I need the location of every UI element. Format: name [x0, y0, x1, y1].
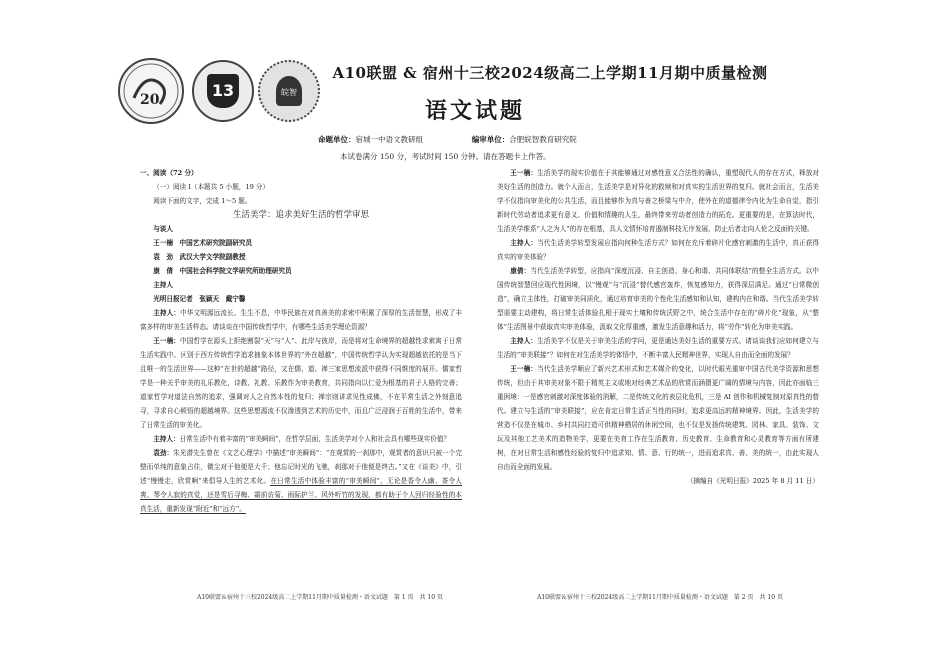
paragraph [497, 334, 819, 362]
paragraph-text: 当代生活美学顺应了新兴艺术形式和艺术媒介的变化，以时代眼光重审中国古代美学资源和思想传统，但由于其审美对象不限于精英主义或地对经典艺术品的欣赏而涵摄更广阔的情境与内容，因此亦面临三重困境：一是感官刺激对深度体验的消解，二是传统文化的表层化危机，三是 AI 创作和机械复制对原真性的替代。建立与生活的“审美联接”，应在肯定日常生活正当性的同时，追求更高远的精神境界。因此，生活美学的营造不仅是在城市、乡村共同打造可供精神栖居的休闲空间，也不仅是发扬传统建筑、园林、家具、装饰、文玩及其他工艺美术的造物美学，更要在美育工作在生活教育、历史教育、生命教育和心灵教育等方面有所建树，在对日常生活和感性经验的复归中追求知、情、意、行的统一，进而追求真、善、美的统一，由此实现人自由而全面的发展。 [497, 365, 820, 471]
speaker: 康倩： [510, 267, 531, 275]
host-label: 主持人 [153, 281, 173, 289]
paragraph [140, 334, 462, 432]
author-label: 命题单位： [318, 135, 356, 144]
school-13-text: 13 [211, 81, 235, 100]
paragraph [140, 446, 462, 516]
paragraph [497, 264, 819, 334]
right-column [497, 166, 819, 488]
participant-1: 王一楠 中国艺术研究院副研究员 [153, 239, 253, 247]
paragraph-text: 中华文明源远流长、生生不息，中华民族在对真善美的求索中积累了深厚的生活智慧，形成了丰富多样的审美生活样态。请谈谈在中国传统哲学中，有哪些生活美学理论资源？ [140, 309, 463, 331]
participant-3: 康 倩 中国社会科学院文学研究所助理研究员 [153, 267, 292, 275]
svg-text:20: 20 [140, 92, 160, 108]
paragraph-text: 朱光潜先生曾在《文艺心理学》中描述“审美瞬间”：“在观赏的一刹那中，观赏者的意识只被一个完整而单纯的意象占住，微尘对于他便是大千；他忘记时光的飞驰，刹那对于他便是终古。”又在《谈美》中，引述“慢慢走，欣赏啊”来倡导人生的艺术化。 [140, 449, 463, 485]
left-column [140, 166, 462, 516]
page-footer-1: A10联盟＆宿州十三校2024级高二上学期11月期中质量检测・语文试题 第 1 页 共 10 页 [197, 594, 443, 601]
speaker: 主持人： [510, 337, 538, 345]
participant-2: 袁 劲 武汉大学文学院副教授 [153, 253, 246, 261]
reading-prompt: 阅读下面的文字，完成 1～5 题。 [153, 197, 252, 205]
host-name: 光明日报记者 张颖天 戴宁馨 [153, 295, 246, 303]
speaker: 主持人： [510, 239, 538, 247]
section-heading: 一、阅读（72 分） [140, 169, 198, 177]
paragraph-text: 生活美学的现实价值在于其能够通过对感性意义合法性的确认，重塑现代人的存在方式，释放对美好生活的创造力。就个人而言，生活美学是对异化的救赎和对真实的生活世界的复归。就社会而言，生活美学不仅指向审美化的公共生活，而且能够作为真与善之桥梁与中介，使外在的道德律令内化为生命自觉，指引新时代劳动者追求更有意义、价值和情趣的人生，最终带来劳动者创造力的拓充。更重要的是，在算法时代，生活美学维系“人之为人”的存在根基，具人文情怀培育遏制科技无序发展、防止后者走向人伦之反面的关键。 [497, 169, 820, 233]
author-line [318, 134, 738, 145]
paragraph-text: 日常生活中有着丰富的“审美瞬间”，在哲学层面，生活美学对个人和社会具有哪些现实价值？ [179, 435, 451, 443]
author-value: 宿城一中语文教研组 [355, 135, 423, 144]
source-citation: （摘编自《光明日报》2025 年 8 月 11 日） [686, 477, 819, 485]
subsection-heading: （一）阅读 I（本题共 5 小题，19 分） [153, 183, 270, 191]
paragraph [140, 432, 462, 446]
paragraph [497, 236, 819, 264]
speaker: 王一楠： [510, 169, 538, 177]
underlined-text: 在日常生活中体验丰富的“审美瞬间”，无论是香令人幽、茶令人爽、琴令人寂的真觉，还是雪后寻梅、霜前访菊、雨际护兰、风外听竹的发现，都有助于个人回归经验性的本真生活，重新发现“附近”和“远方”。 [140, 477, 462, 513]
paragraph-text: 当代生活美学转型，应指向“深度沉浸、自主创造、身心和谐、共同体联结”的整全生活方式。以中国传统智慧回应现代性困境，以“慢观”与“沉浸”替代感官轰炸，恢复感知力，获得深层满足。通过“日常微创造”，确立主体性，打破审美同质化，通过培育审美的个性化生活感知和认知，建构内在和谐。当代生活美学转型需要主动建构，将日常生活体验扎根于现实土壤和传统沃野之中，统合生活中存在的“碎片化”现象，从“整体”生活图景中获取真实审美体验，汲取文化厚重感，激发生活意趣和活力，将“劳作”转化为审美实践。 [497, 267, 820, 331]
participants-label: 与谈人 [153, 225, 173, 233]
article-title: 生活美学：追求美好生活的哲学审思 [232, 210, 369, 220]
school-13-logo [192, 60, 254, 122]
paragraph [497, 166, 819, 236]
paragraph-text: 中国哲学在源头上拒绝割裂“天”与“人”、此岸与彼岸，而是将对生命境界的超越性求索寓于日常生活实践中。区别于西方传统哲学追求抽象本体世界的“外在超越”，中国传统哲学认为实现超越依托的是当下且唯一的生活世界——这种“在世的超越”路径，又在儒、道、禅三家思想流派中获得不同维度的展开。儒家哲学是一种关乎审美的礼乐教化，诗教、礼教、乐教作为审美教育，共同指向以仁爱为根基的君子人格的完善；道家哲学对道法自然的追求，强调对人之自然本性的复归；禅宗则讲求见性成佛，不在平常生活之外刻意追寻，寻求自心顿悟的超越境界。这些思想源流不仅滲透到艺术的历史中，而且广泛浸润于百姓的生活中，带来了日常生活的审美化。 [140, 337, 463, 429]
instructions: 本试卷满分 150 分，考试时间 150 分钟。请在答题卡上作答。 [340, 152, 551, 161]
paragraph [497, 362, 819, 474]
reviewer-value: 合肥皖智教育研究院 [509, 135, 577, 144]
speaker: 主持人： [153, 435, 180, 443]
wanzhi-text: 皖智 [281, 88, 297, 97]
exam-title: A10联盟 & 宿州十三校2024级高二上学期11月期中质量检测 [332, 64, 768, 82]
speaker: 王一楠： [153, 337, 181, 345]
league-logo-graphic [120, 60, 182, 122]
paragraph [140, 306, 462, 334]
paper-subtitle: 语文试题 [424, 98, 525, 124]
paragraph-text: 生活美学不仅是关于审美生活的学问，更是通达美好生活的重要方式。请谈谈我们应如何建立与生活的“审美联接”？如何在对生活美学的体悟中，不断丰富人民精神世界，实现人自由而全面的发展？ [497, 337, 820, 359]
paragraph-text: 当代生活美学转型发展应指向何种生活方式？如何在充斥着碎片化感官刺激的生活中，真正获得真实的审美体验？ [497, 239, 820, 261]
speaker: 主持人： [153, 309, 181, 317]
speaker: 袁劲： [153, 449, 174, 457]
speaker: 王一楠： [510, 365, 538, 373]
league-logo [118, 58, 184, 124]
page-footer-2: A10联盟＆宿州十三校2024级高二上学期11月期中质量检测・语文试题 第 2 页 共 10 页 [537, 594, 783, 601]
reviewer-label: 编审单位： [471, 135, 510, 144]
